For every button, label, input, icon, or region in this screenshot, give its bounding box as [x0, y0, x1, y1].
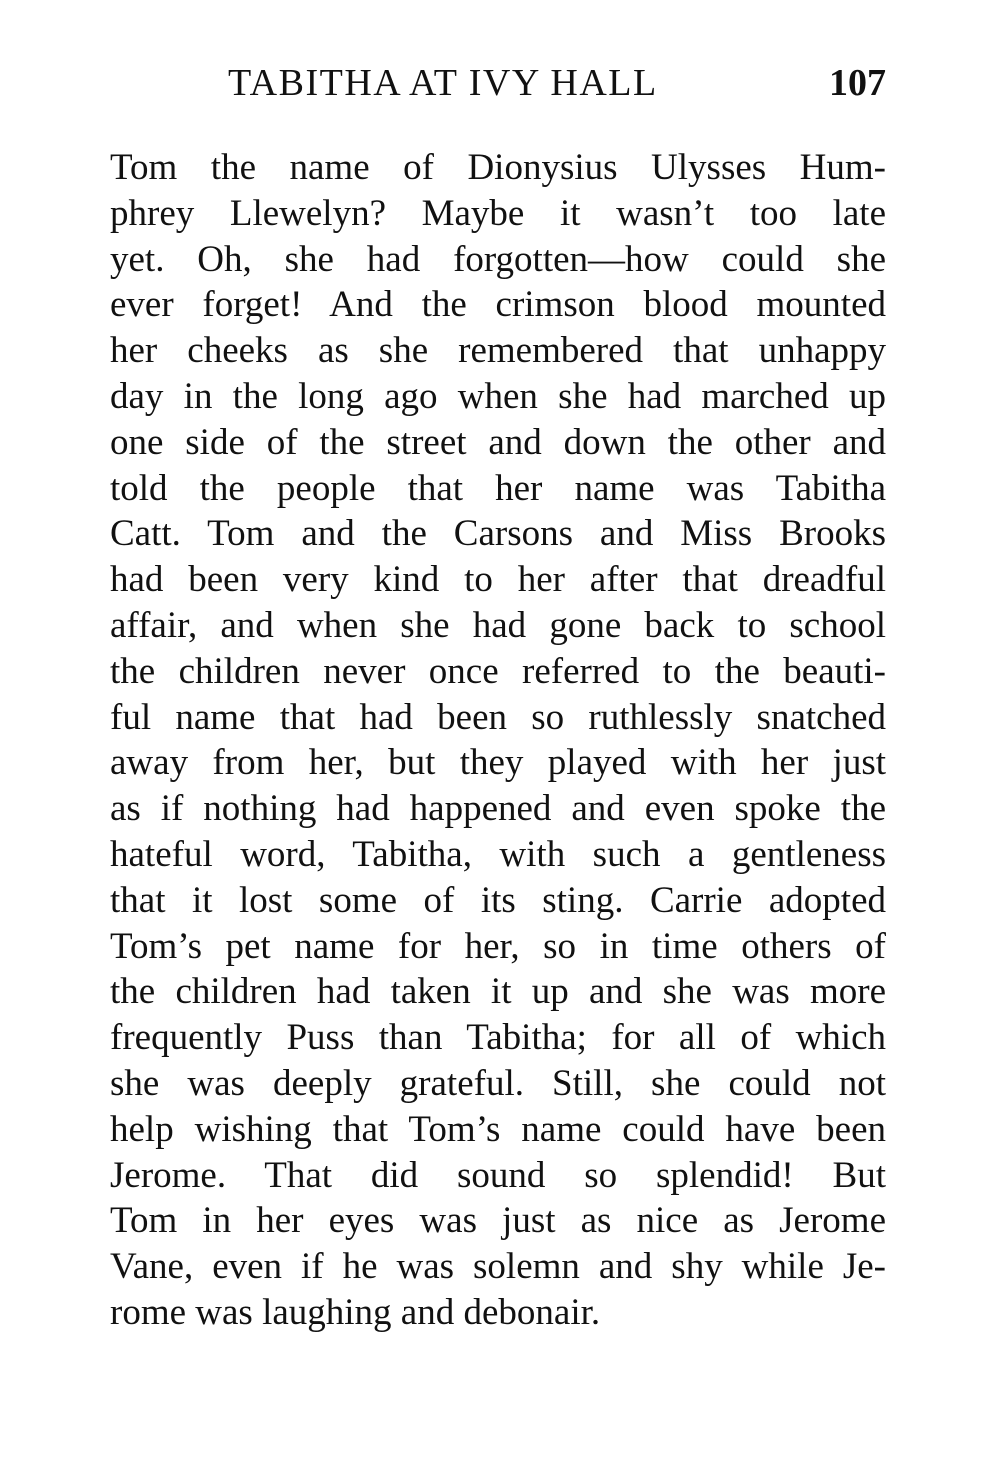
- text-line: she was deeply grateful. Still, she could not: [110, 1062, 886, 1104]
- text-line: the children had taken it up and she was more: [110, 971, 886, 1013]
- text-line: frequently Puss than Tabitha; for all of which: [110, 1017, 886, 1059]
- text-line: Jerome. That did sound so splendid! But: [110, 1154, 886, 1196]
- text-line: one side of the street and down the other and: [110, 421, 886, 463]
- text-line: ever forget! And the crimson blood mounted: [110, 284, 886, 326]
- text-line: phrey Llewelyn? Maybe it wasn’t too late: [110, 192, 886, 234]
- text-line: away from her, but they played with her just: [110, 742, 886, 784]
- text-line: Catt. Tom and the Carsons and Miss Brooks: [110, 513, 886, 555]
- text-line: hateful word, Tabitha, with such a gentleness: [110, 833, 886, 875]
- text-line: told the people that her name was Tabitha: [110, 467, 886, 509]
- text-line: Tom the name of Dionysius Ulysses Hum-: [110, 147, 886, 188]
- text-line: Vane, even if he was solemn and shy while Je-: [110, 1246, 886, 1288]
- text-line: her cheeks as she remembered that unhappy: [110, 330, 886, 372]
- text-line: rome was laughing and debonair.: [110, 1291, 601, 1333]
- body-text: [110, 145, 886, 1336]
- text-line: had been very kind to her after that dreadful: [110, 559, 886, 601]
- text-line: affair, and when she had gone back to school: [110, 604, 886, 646]
- text-line: the children never once referred to the beauti-: [110, 650, 886, 692]
- text-line: day in the long ago when she had marched up: [110, 375, 886, 417]
- text-line: as if nothing had happened and even spoke the: [110, 788, 886, 830]
- text-line: that it lost some of its sting. Carrie adopted: [110, 879, 886, 921]
- text-line: yet. Oh, she had forgotten—how could she: [110, 238, 886, 280]
- text-line: ful name that had been so ruthlessly snatched: [110, 696, 886, 738]
- text-line: Tom in her eyes was just as nice as Jerome: [110, 1200, 886, 1242]
- running-head-title: TABITHA AT IVY HALL: [228, 62, 658, 104]
- running-head: [110, 58, 886, 108]
- text-line: Tom’s pet name for her, so in time others of: [110, 925, 886, 967]
- text-line: help wishing that Tom’s name could have been: [110, 1108, 886, 1150]
- page-number: 107: [829, 62, 886, 104]
